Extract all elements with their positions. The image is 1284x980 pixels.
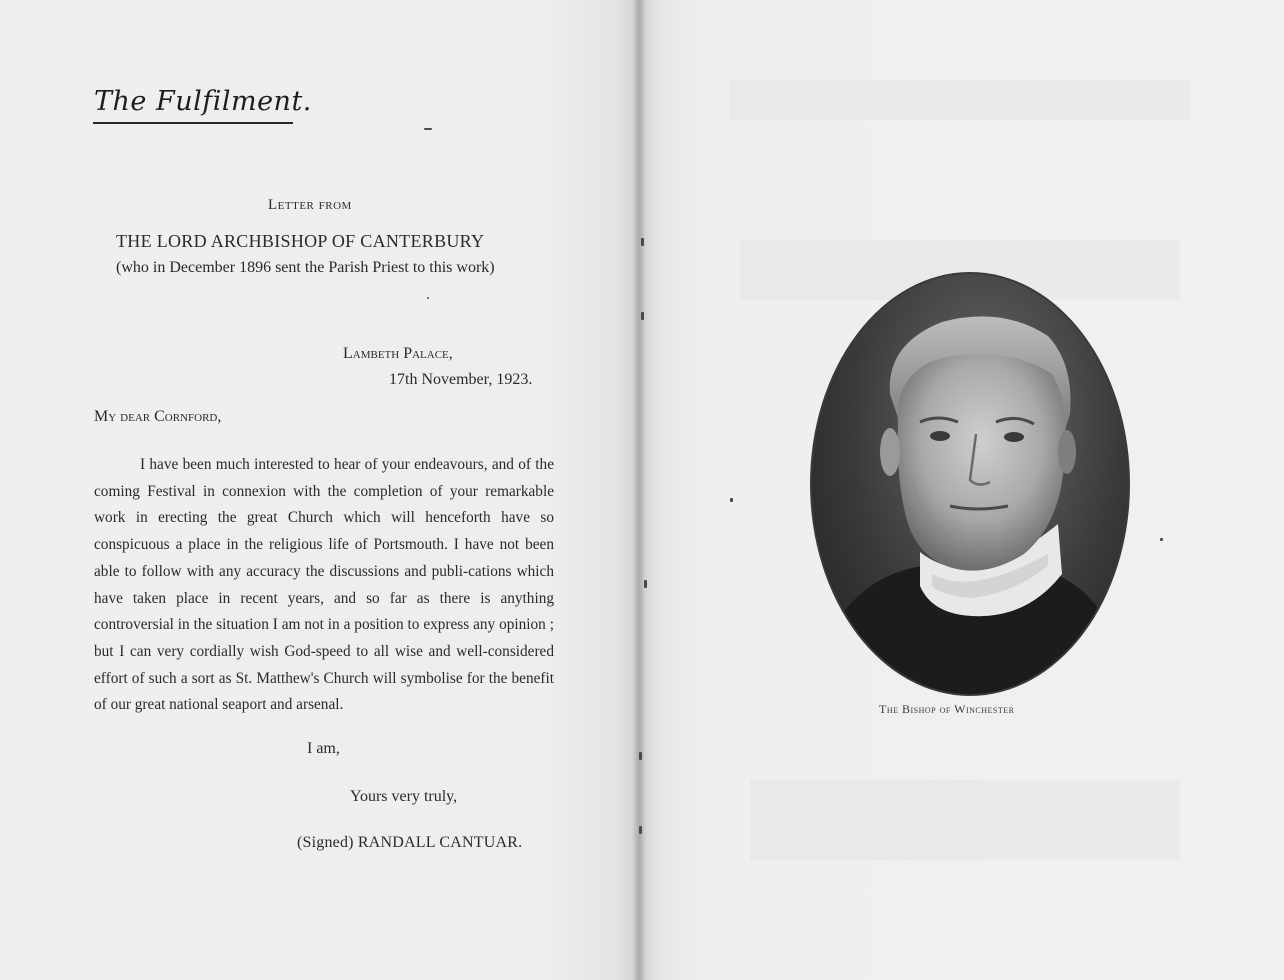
binding-mark	[639, 752, 642, 760]
letter-salutation: My dear Cornford,	[94, 408, 222, 425]
binding-mark	[644, 580, 647, 588]
page-title: The Fulfilment.	[94, 86, 312, 117]
letter-heading-from: Letter from	[268, 197, 352, 213]
left-page	[0, 0, 640, 980]
binding-mark	[641, 238, 644, 246]
letter-valediction: Yours very truly,	[350, 788, 458, 805]
letter-heading-sender: THE LORD ARCHBISHOP OF CANTERBURY	[116, 231, 485, 251]
print-fleck	[427, 297, 429, 299]
show-through	[750, 780, 1180, 860]
print-fleck	[730, 498, 733, 502]
portrait-illustration	[812, 274, 1128, 694]
letter-body: I have been much interested to hear of your endeavours, and of the coming Festival in connexion with the completion of your remarkable work in erecting the great Church which will henceforth have so conspicuous a place in the religious life of Portsmouth. I have not been able to follow with any accuracy the discussions and publi-cations which have taken place in recent years, and so far as there is anything controversial in the situation I am not in a position to express any opinion ; but I can very cordially wish God-speed to all wise and well-considered effort of such a sort as St. Matthew's Church will symbolise for the benefit of our great national seaport and arsenal.	[94, 456, 554, 714]
binding-mark	[641, 312, 644, 320]
letter-signature: (Signed) RANDALL CANTUAR.	[297, 834, 523, 851]
title-underline	[93, 122, 293, 124]
print-fleck	[424, 128, 432, 130]
letter-closing-line: I am,	[307, 740, 340, 757]
print-fleck	[1160, 538, 1163, 541]
bishop-portrait	[810, 272, 1130, 696]
binding-mark	[639, 826, 642, 834]
letter-address-date: 17th November, 1923.	[389, 371, 533, 388]
show-through	[730, 80, 1190, 120]
letter-heading-note: (who in December 1896 sent the Parish Priest to this work)	[116, 259, 495, 276]
letter-address-place: Lambeth Palace,	[343, 345, 453, 362]
portrait-caption: The Bishop of Winchester	[879, 702, 1015, 716]
